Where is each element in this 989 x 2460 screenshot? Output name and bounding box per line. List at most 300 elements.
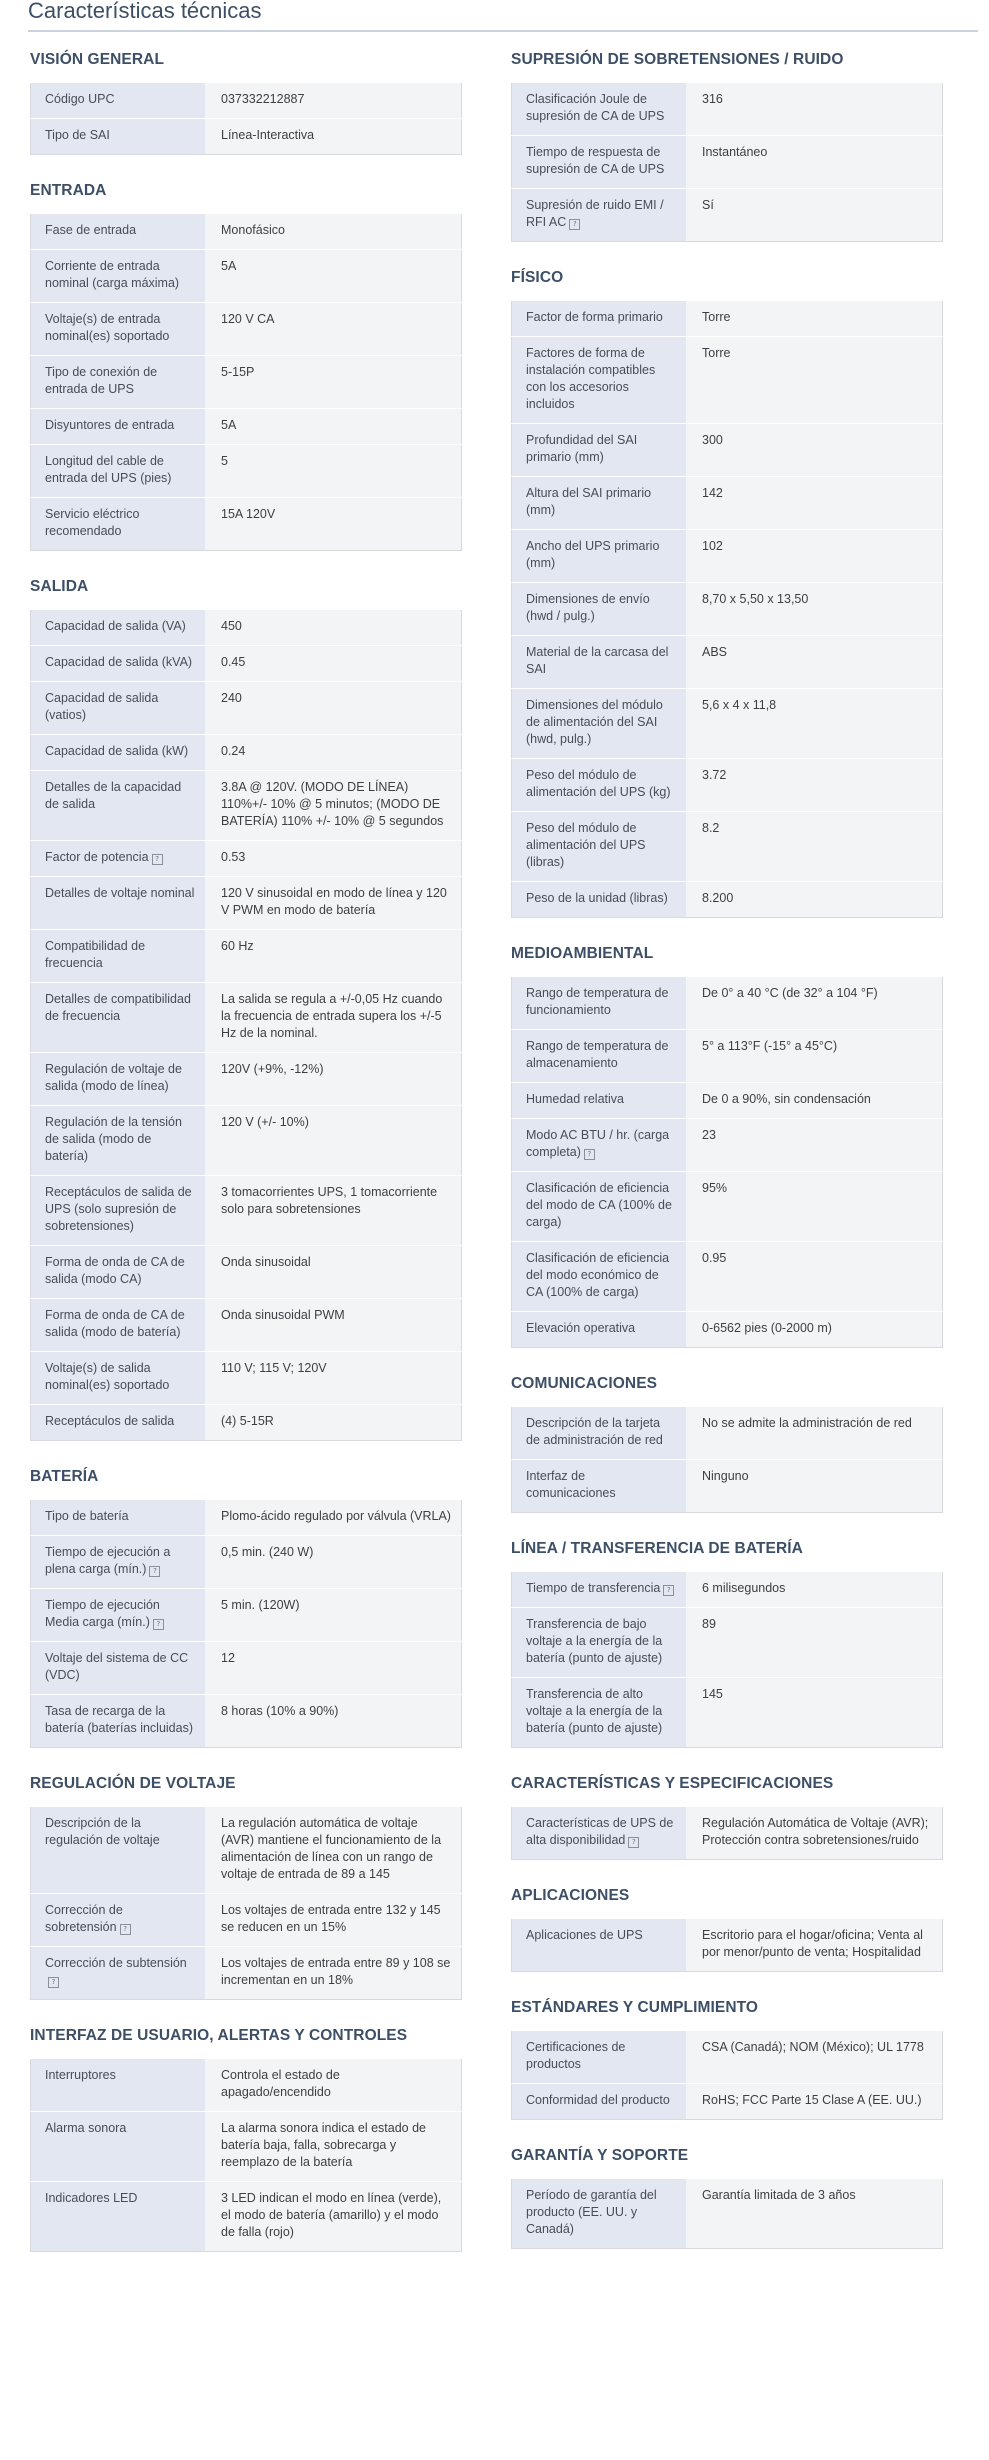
right-column xyxy=(511,51,945,2276)
spec-label: Forma de onda de CA de salida (modo de batería) xyxy=(45,1308,185,1339)
section-heading: COMUNICACIONES xyxy=(511,1375,658,1392)
spec-value: Torre xyxy=(686,337,943,424)
spec-label-cell xyxy=(31,771,206,841)
spec-row xyxy=(31,1405,462,1441)
spec-value: Regulación Automática de Voltaje (AVR); Protección contra sobretensiones/ruido xyxy=(686,1807,943,1860)
spec-value: La alarma sonora indica el estado de batería baja, falla, sobrecarga y reemplazo de la batería xyxy=(205,2112,462,2182)
spec-value: 5,6 x 4 x 11,8 xyxy=(686,689,943,759)
spec-label: Descripción de la tarjeta de administración de red xyxy=(526,1416,663,1447)
spec-value: 240 xyxy=(205,682,462,735)
spec-label: Transferencia de bajo voltaje a la energía de la batería (punto de ajuste) xyxy=(526,1617,663,1665)
spec-label-cell xyxy=(512,977,687,1030)
spec-row xyxy=(512,477,943,530)
spec-label: Clasificación de eficiencia del modo de CA (100% de carga) xyxy=(526,1181,672,1229)
spec-label: Compatibilidad de frecuencia xyxy=(45,939,146,970)
spec-value: La regulación automática de voltaje (AVR) mantiene el funcionamiento de la alimentación de línea con un rango de voltaje de entrada de 89 a 145 xyxy=(205,1807,462,1894)
spec-row xyxy=(512,689,943,759)
spec-value: CSA (Canadá); NOM (México); UL 1778 xyxy=(686,2031,943,2084)
spec-label-cell xyxy=(31,735,206,771)
spec-value: Monofásico xyxy=(205,214,462,250)
spec-row xyxy=(512,1460,943,1513)
help-icon[interactable]: ? xyxy=(152,854,163,865)
spec-label: Rango de temperatura de funcionamiento xyxy=(526,986,669,1017)
help-icon[interactable]: ? xyxy=(663,1585,674,1596)
spec-row xyxy=(31,1500,462,1536)
spec-value: 3.72 xyxy=(686,759,943,812)
spec-row xyxy=(512,83,943,136)
spec-row xyxy=(512,1312,943,1348)
spec-value: Sí xyxy=(686,189,943,242)
spec-table xyxy=(30,213,462,551)
section-heading: MEDIOAMBIENTAL xyxy=(511,945,654,962)
spec-table xyxy=(511,82,943,242)
spec-value: 23 xyxy=(686,1119,943,1172)
spec-label-cell xyxy=(31,1642,206,1695)
spec-label-cell xyxy=(31,877,206,930)
spec-value: 120 V CA xyxy=(205,303,462,356)
section-heading: SUPRESIÓN DE SOBRETENSIONES / RUIDO xyxy=(511,51,844,68)
spec-row xyxy=(31,877,462,930)
spec-label-cell xyxy=(512,1312,687,1348)
spec-label: Capacidad de salida (kVA) xyxy=(45,655,193,669)
spec-label: Período de garantía del producto (EE. UU. y Canadá) xyxy=(526,2188,657,2236)
spec-label-cell xyxy=(512,2179,687,2249)
spec-label-cell xyxy=(512,189,687,242)
spec-label: Código UPC xyxy=(45,92,115,106)
spec-label-cell xyxy=(512,812,687,882)
spec-label-cell xyxy=(512,530,687,583)
spec-label: Aplicaciones de UPS xyxy=(526,1928,643,1942)
spec-label-cell xyxy=(512,1242,687,1312)
spec-row xyxy=(512,759,943,812)
spec-label: Capacidad de salida (VA) xyxy=(45,619,186,633)
section-heading: ESTÁNDARES Y CUMPLIMIENTO xyxy=(511,1999,759,2016)
spec-label: Rango de temperatura de almacenamiento xyxy=(526,1039,669,1070)
spec-label-cell xyxy=(31,1106,206,1176)
spec-label-cell xyxy=(31,119,206,155)
spec-section-garantia-y-soporte xyxy=(511,2147,945,2249)
spec-row xyxy=(31,1246,462,1299)
spec-label: Corrección de subtensión xyxy=(45,1956,187,1970)
spec-row xyxy=(512,2179,943,2249)
spec-row xyxy=(31,1589,462,1642)
help-icon[interactable]: ? xyxy=(48,1977,59,1988)
spec-row xyxy=(512,2084,943,2120)
spec-label: Detalles de compatibilidad de frecuencia xyxy=(45,992,191,1023)
spec-section-estandares-y-cumplimiento xyxy=(511,1999,945,2120)
spec-row xyxy=(512,337,943,424)
spec-label-cell xyxy=(31,214,206,250)
spec-row xyxy=(512,424,943,477)
spec-row xyxy=(512,1407,943,1460)
spec-label-cell xyxy=(512,2031,687,2084)
spec-value: 300 xyxy=(686,424,943,477)
spec-label-cell xyxy=(31,2059,206,2112)
spec-row xyxy=(512,583,943,636)
spec-label-cell xyxy=(31,83,206,119)
spec-label: Voltaje(s) de entrada nominal(es) soportado xyxy=(45,312,170,343)
spec-section-regulacion-de-voltaje xyxy=(30,1775,464,2000)
spec-label: Receptáculos de salida de UPS (solo supresión de sobretensiones) xyxy=(45,1185,192,1233)
spec-label-cell xyxy=(512,301,687,337)
help-icon[interactable]: ? xyxy=(628,1837,639,1848)
help-icon[interactable]: ? xyxy=(569,219,580,230)
spec-row xyxy=(31,356,462,409)
spec-label-cell xyxy=(31,1589,206,1642)
spec-row xyxy=(512,882,943,918)
spec-row xyxy=(31,771,462,841)
spec-row xyxy=(31,1176,462,1246)
spec-value: 0.53 xyxy=(205,841,462,877)
spec-value: 5 min. (120W) xyxy=(205,1589,462,1642)
spec-label: Disyuntores de entrada xyxy=(45,418,175,432)
spec-value: 3 LED indican el modo en línea (verde), el modo de batería (amarillo) y el modo de falla (rojo) xyxy=(205,2182,462,2252)
spec-label-cell xyxy=(512,1807,687,1860)
spec-label: Peso de la unidad (libras) xyxy=(526,891,668,905)
spec-row xyxy=(31,1642,462,1695)
section-heading: REGULACIÓN DE VOLTAJE xyxy=(30,1775,236,1792)
spec-label: Conformidad del producto xyxy=(526,2093,670,2107)
spec-label: Modo AC BTU / hr. (carga completa) xyxy=(526,1128,670,1159)
spec-label-cell xyxy=(512,2084,687,2120)
spec-value: 0-6562 pies (0-2000 m) xyxy=(686,1312,943,1348)
spec-value: 0,5 min. (240 W) xyxy=(205,1536,462,1589)
spec-row xyxy=(512,1608,943,1678)
spec-label: Interruptores xyxy=(45,2068,116,2082)
spec-label-cell xyxy=(512,636,687,689)
spec-label-cell xyxy=(512,583,687,636)
spec-label: Tipo de batería xyxy=(45,1509,129,1523)
spec-row xyxy=(512,1242,943,1312)
section-heading: APLICACIONES xyxy=(511,1887,630,1904)
spec-label: Factor de potencia xyxy=(45,850,149,864)
spec-value: 12 xyxy=(205,1642,462,1695)
spec-section-aplicaciones xyxy=(511,1887,945,1972)
spec-value: 102 xyxy=(686,530,943,583)
spec-label: Tipo de SAI xyxy=(45,128,110,142)
spec-value: 120 V sinusoidal en modo de línea y 120 V PWM en modo de batería xyxy=(205,877,462,930)
spec-row xyxy=(31,409,462,445)
spec-label: Capacidad de salida (vatios) xyxy=(45,691,159,722)
section-heading: VISIÓN GENERAL xyxy=(30,51,165,68)
spec-row xyxy=(512,136,943,189)
spec-row xyxy=(31,1807,462,1894)
spec-label: Interfaz de comunicaciones xyxy=(526,1469,616,1500)
spec-value: Instantáneo xyxy=(686,136,943,189)
spec-label: Longitud del cable de entrada del UPS (pies) xyxy=(45,454,172,485)
spec-value: La salida se regula a +/-0,05 Hz cuando la frecuencia de entrada supera los +/-5 Hz de la nominal. xyxy=(205,983,462,1053)
spec-label-cell xyxy=(31,1807,206,1894)
spec-table xyxy=(30,1499,462,1748)
spec-label: Tiempo de respuesta de supresión de CA de UPS xyxy=(526,145,665,176)
spec-label-cell xyxy=(512,83,687,136)
spec-value: 3 tomacorrientes UPS, 1 tomacorriente solo para sobretensiones xyxy=(205,1176,462,1246)
spec-label: Elevación operativa xyxy=(526,1321,636,1335)
spec-label-cell xyxy=(512,1119,687,1172)
page-title: Características técnicas xyxy=(28,0,262,23)
spec-label-cell xyxy=(512,689,687,759)
spec-value: Controla el estado de apagado/encendido xyxy=(205,2059,462,2112)
spec-label: Regulación de la tensión de salida (modo de batería) xyxy=(45,1115,182,1163)
spec-label: Corriente de entrada nominal (carga máxima) xyxy=(45,259,180,290)
spec-row xyxy=(31,983,462,1053)
spec-label-cell xyxy=(31,409,206,445)
spec-label-cell xyxy=(512,1030,687,1083)
spec-value: RoHS; FCC Parte 15 Clase A (EE. UU.) xyxy=(686,2084,943,2120)
spec-value: 316 xyxy=(686,83,943,136)
spec-row xyxy=(512,1572,943,1608)
spec-label-cell xyxy=(512,1172,687,1242)
spec-value: Torre xyxy=(686,301,943,337)
spec-table xyxy=(511,1918,943,1972)
spec-label-cell xyxy=(512,477,687,530)
spec-label: Alarma sonora xyxy=(45,2121,127,2135)
spec-row xyxy=(31,1695,462,1748)
spec-label: Forma de onda de CA de salida (modo CA) xyxy=(45,1255,185,1286)
spec-value: 6 milisegundos xyxy=(686,1572,943,1608)
spec-label: Indicadores LED xyxy=(45,2191,138,2205)
spec-row xyxy=(31,2112,462,2182)
spec-label: Tipo de conexión de entrada de UPS xyxy=(45,365,158,396)
spec-row xyxy=(31,498,462,551)
spec-table xyxy=(511,1406,943,1513)
spec-value: 0.45 xyxy=(205,646,462,682)
spec-label-cell xyxy=(31,445,206,498)
spec-table xyxy=(511,1571,943,1748)
spec-label: Tiempo de ejecución Media carga (mín.) xyxy=(45,1598,160,1629)
section-heading: FÍSICO xyxy=(511,269,564,286)
spec-label-cell xyxy=(31,303,206,356)
spec-row xyxy=(31,250,462,303)
spec-label-cell xyxy=(31,983,206,1053)
spec-row xyxy=(512,1030,943,1083)
spec-label: Tiempo de ejecución a plena carga (mín.) xyxy=(45,1545,171,1576)
help-icon[interactable]: ? xyxy=(120,1924,131,1935)
spec-label: Capacidad de salida (kW) xyxy=(45,744,189,758)
help-icon[interactable]: ? xyxy=(149,1566,160,1577)
spec-label: Fase de entrada xyxy=(45,223,137,237)
spec-label: Profundidad del SAI primario (mm) xyxy=(526,433,638,464)
spec-label: Clasificación de eficiencia del modo económico de CA (100% de carga) xyxy=(526,1251,670,1299)
spec-row xyxy=(31,1299,462,1352)
spec-value: 450 xyxy=(205,610,462,646)
spec-value: Ninguno xyxy=(686,1460,943,1513)
spec-value: 145 xyxy=(686,1678,943,1748)
spec-label: Receptáculos de salida xyxy=(45,1414,175,1428)
spec-label: Tiempo de transferencia xyxy=(526,1581,661,1595)
spec-row xyxy=(31,646,462,682)
spec-value: 142 xyxy=(686,477,943,530)
spec-section-comunicaciones xyxy=(511,1375,945,1513)
spec-label: Factores de forma de instalación compatibles con los accesorios incluidos xyxy=(526,346,656,411)
spec-row xyxy=(31,930,462,983)
spec-value: 120V (+9%, -12%) xyxy=(205,1053,462,1106)
spec-label-cell xyxy=(31,841,206,877)
section-heading: SALIDA xyxy=(30,578,89,595)
spec-label-cell xyxy=(512,1608,687,1678)
spec-row xyxy=(512,530,943,583)
spec-label: Humedad relativa xyxy=(526,1092,624,1106)
spec-table xyxy=(30,609,462,1441)
spec-value: De 0 a 90%, sin condensación xyxy=(686,1083,943,1119)
section-heading: LÍNEA / TRANSFERENCIA DE BATERÍA xyxy=(511,1540,803,1557)
spec-value: 5-15P xyxy=(205,356,462,409)
spec-row xyxy=(31,1352,462,1405)
spec-value: 037332212887 xyxy=(205,83,462,119)
spec-label-cell xyxy=(512,337,687,424)
spec-label: Detalles de voltaje nominal xyxy=(45,886,195,900)
spec-row xyxy=(31,610,462,646)
spec-label: Ancho del UPS primario (mm) xyxy=(526,539,660,570)
spec-label: Peso del módulo de alimentación del UPS (kg) xyxy=(526,768,671,799)
spec-label: Material de la carcasa del SAI xyxy=(526,645,669,676)
spec-row xyxy=(31,1536,462,1589)
spec-label: Certificaciones de productos xyxy=(526,2040,626,2071)
left-column xyxy=(30,51,464,2279)
spec-label: Tasa de recarga de la batería (baterías incluidas) xyxy=(45,1704,193,1735)
spec-row xyxy=(31,83,462,119)
spec-section-caracteristicas-y-especificaciones xyxy=(511,1775,945,1860)
spec-table xyxy=(30,1806,462,2000)
spec-row xyxy=(512,1083,943,1119)
spec-section-entrada xyxy=(30,182,464,551)
spec-value: Onda sinusoidal PWM xyxy=(205,1299,462,1352)
spec-label: Voltaje del sistema de CC (VDC) xyxy=(45,1651,189,1682)
spec-row xyxy=(512,977,943,1030)
spec-table xyxy=(511,2178,943,2249)
spec-label-cell xyxy=(31,2112,206,2182)
spec-value: 0.95 xyxy=(686,1242,943,1312)
spec-label-cell xyxy=(31,646,206,682)
spec-section-linea-transferencia-de-bateria xyxy=(511,1540,945,1748)
spec-table xyxy=(30,2058,462,2252)
spec-row xyxy=(512,812,943,882)
spec-label: Detalles de la capacidad de salida xyxy=(45,780,182,811)
spec-label-cell xyxy=(31,682,206,735)
spec-label-cell xyxy=(31,1894,206,1947)
spec-label-cell xyxy=(512,424,687,477)
spec-value: Los voltajes de entrada entre 132 y 145 se reducen en un 15% xyxy=(205,1894,462,1947)
spec-label: Regulación de voltaje de salida (modo de línea) xyxy=(45,1062,182,1093)
section-heading: GARANTÍA Y SOPORTE xyxy=(511,2147,689,2164)
spec-section-interfaz-de-usuario-alertas-y-controles xyxy=(30,2027,464,2252)
spec-table xyxy=(511,976,943,1348)
spec-label: Voltaje(s) de salida nominal(es) soportado xyxy=(45,1361,170,1392)
spec-label: Supresión de ruido EMI / RFI AC xyxy=(526,198,664,229)
spec-section-vision-general xyxy=(30,51,464,155)
spec-value: 0.24 xyxy=(205,735,462,771)
spec-table xyxy=(511,300,943,918)
spec-label-cell xyxy=(31,1500,206,1536)
spec-row xyxy=(512,636,943,689)
spec-label-cell xyxy=(31,1352,206,1405)
spec-value: 8,70 x 5,50 x 13,50 xyxy=(686,583,943,636)
spec-row xyxy=(512,1807,943,1860)
spec-row xyxy=(31,2182,462,2252)
spec-label-cell xyxy=(512,136,687,189)
spec-row xyxy=(31,735,462,771)
spec-row xyxy=(31,1106,462,1176)
spec-label: Servicio eléctrico recomendado xyxy=(45,507,140,538)
spec-value: 120 V (+/- 10%) xyxy=(205,1106,462,1176)
spec-value: Los voltajes de entrada entre 89 y 108 se incrementan en un 18% xyxy=(205,1947,462,2000)
spec-label-cell xyxy=(31,250,206,303)
spec-row xyxy=(512,1172,943,1242)
spec-label-cell xyxy=(31,1299,206,1352)
spec-value: No se admite la administración de red xyxy=(686,1407,943,1460)
spec-value: 95% xyxy=(686,1172,943,1242)
spec-label-cell xyxy=(31,930,206,983)
spec-label-cell xyxy=(512,1919,687,1972)
spec-label-cell xyxy=(31,1053,206,1106)
help-icon[interactable]: ? xyxy=(584,1149,595,1160)
spec-row xyxy=(512,1919,943,1972)
spec-section-fisico xyxy=(511,269,945,918)
spec-label-cell xyxy=(31,610,206,646)
spec-row xyxy=(31,682,462,735)
spec-label-cell xyxy=(31,1405,206,1441)
spec-label-cell xyxy=(512,759,687,812)
spec-row xyxy=(31,303,462,356)
spec-label-cell xyxy=(31,1695,206,1748)
spec-row xyxy=(31,1053,462,1106)
spec-row xyxy=(31,119,462,155)
spec-row xyxy=(31,2059,462,2112)
section-heading: CARACTERÍSTICAS Y ESPECIFICACIONES xyxy=(511,1775,834,1792)
spec-row xyxy=(512,189,943,242)
spec-value: 5A xyxy=(205,409,462,445)
spec-label-cell xyxy=(512,1083,687,1119)
spec-label: Dimensiones del módulo de alimentación del SAI (hwd, pulg.) xyxy=(526,698,663,746)
spec-value: 15A 120V xyxy=(205,498,462,551)
spec-table xyxy=(511,2030,943,2120)
spec-value: 8.2 xyxy=(686,812,943,882)
spec-label-cell xyxy=(31,1536,206,1589)
spec-row xyxy=(31,214,462,250)
spec-label: Descripción de la regulación de voltaje xyxy=(45,1816,160,1847)
spec-label: Clasificación Joule de supresión de CA de UPS xyxy=(526,92,665,123)
spec-value: 3.8A @ 120V. (MODO DE LÍNEA) 110%+/- 10% @ 5 minutos; (MODO DE BATERÍA) 110% +/- 10% @ 5 segundos xyxy=(205,771,462,841)
spec-label-cell xyxy=(31,1176,206,1246)
spec-label-cell xyxy=(512,1678,687,1748)
spec-value: Escritorio para el hogar/oficina; Venta al por menor/punto de venta; Hospitalidad xyxy=(686,1919,943,1972)
spec-label: Corrección de sobretensión xyxy=(45,1903,123,1934)
spec-label: Características de UPS de alta disponibilidad xyxy=(526,1816,674,1847)
spec-value: Garantía limitada de 3 años xyxy=(686,2179,943,2249)
spec-row xyxy=(512,301,943,337)
spec-value: De 0° a 40 °C (de 32° a 104 °F) xyxy=(686,977,943,1030)
spec-section-medioambiental xyxy=(511,945,945,1348)
spec-row xyxy=(31,1947,462,2000)
spec-value: ABS xyxy=(686,636,943,689)
spec-table xyxy=(30,82,462,155)
spec-value: 5A xyxy=(205,250,462,303)
spec-row xyxy=(31,445,462,498)
spec-label-cell xyxy=(512,882,687,918)
spec-value: 110 V; 115 V; 120V xyxy=(205,1352,462,1405)
spec-value: 8 horas (10% a 90%) xyxy=(205,1695,462,1748)
help-icon[interactable]: ? xyxy=(153,1619,164,1630)
section-heading: ENTRADA xyxy=(30,182,107,199)
spec-value: 60 Hz xyxy=(205,930,462,983)
spec-section-supresion-de-sobretensiones-ruido xyxy=(511,51,945,242)
spec-label-cell xyxy=(512,1572,687,1608)
spec-value: (4) 5-15R xyxy=(205,1405,462,1441)
spec-row xyxy=(512,1678,943,1748)
spec-value: 8.200 xyxy=(686,882,943,918)
spec-label: Factor de forma primario xyxy=(526,310,663,324)
spec-value: Plomo-ácido regulado por válvula (VRLA) xyxy=(205,1500,462,1536)
